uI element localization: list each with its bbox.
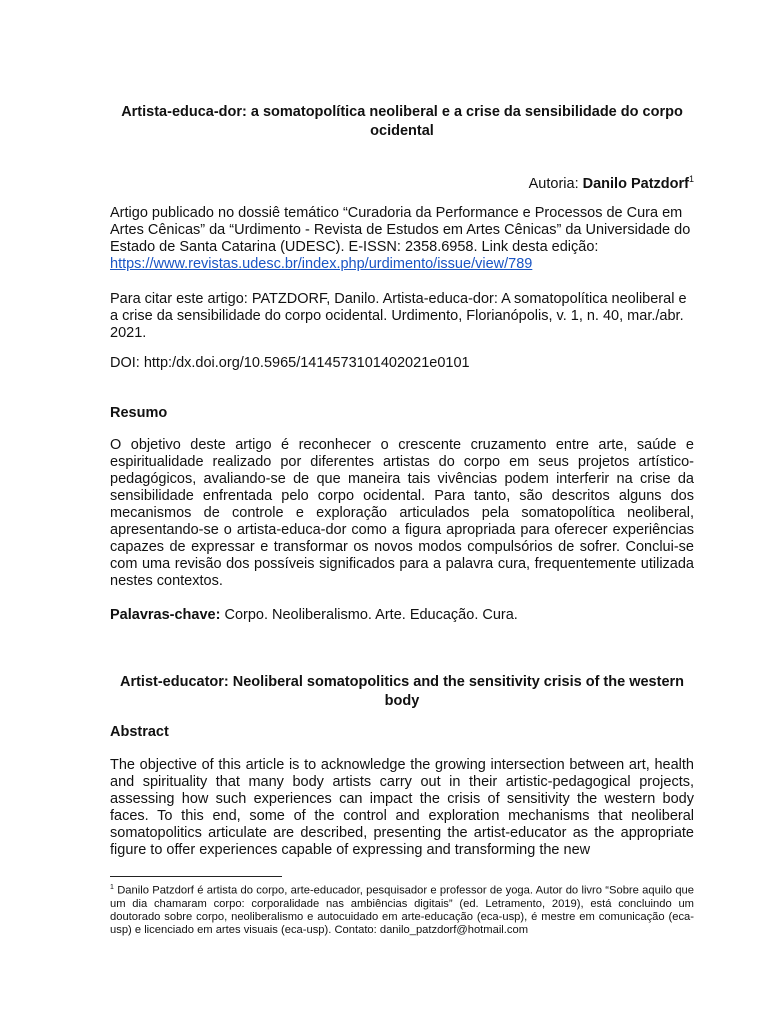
- article-title: Artista-educa-dor: a somatopolítica neoliberal e a crise da sensibilidade do corpo ocidental: [121, 104, 683, 139]
- author-label: Autoria:: [528, 175, 583, 192]
- doi: DOI: http:/dx.doi.org/10.5965/1414573101402021e0101: [110, 355, 470, 371]
- keywords-text: Corpo. Neoliberalismo. Arte. Educação. Cura.: [220, 607, 518, 623]
- author-name: Danilo Patzdorf: [582, 175, 689, 192]
- english-title: Artist-educator: Neoliberal somatopolitics and the sensitivity crisis of the western body: [119, 674, 685, 709]
- abstract-heading: Abstract: [110, 724, 169, 740]
- abstract-body: The objective of this article is to acknowledge the growing intersection between art, health and spirituality that many body artists carry out in their artistic-pedagogical projects, assessing how such experiences can impact the crisis of sensitivity the western body faces. To this end, some of the control and exploration mechanisms that neoliberal somatopolitics articulate are described, presenting the artist-educator as the appropriate figure to offer experiences capable of expressing and transforming the new: [110, 757, 694, 858]
- footnote: [110, 881, 694, 938]
- keywords-label: Palavras-chave:: [110, 607, 221, 623]
- footnote-divider: [110, 876, 282, 877]
- resumo-heading: Resumo: [110, 405, 168, 421]
- edition-link[interactable]: https://www.revistas.udesc.br/index.php/urdimento/issue/view/789: [110, 256, 533, 272]
- keywords: [110, 607, 694, 624]
- citation: Para citar este artigo: PATZDORF, Danilo. Artista-educa-dor: A somatopolítica neoliberal e a crise da sensibilidade do corpo ocidental. Urdimento, Florianópolis, v. 1, n. 40, mar./abr. 2021.: [110, 291, 687, 341]
- author-footnote-marker[interactable]: 1: [688, 174, 694, 184]
- publication-text: Artigo publicado no dossiê temático “Curadoria da Performance e Processos de Cura em Artes Cênicas” da “Urdimento - Revista de Estudos em Artes Cênicas” da Universidade do Estado de Santa Catarina (UDESC). E-ISSN: 2358.6958. Link desta edição:: [110, 205, 691, 255]
- publication-info: [110, 205, 694, 273]
- author-line: [110, 170, 694, 194]
- resumo-body: O objetivo deste artigo é reconhecer o crescente cruzamento entre arte, saúde e espiritualidade realizado por diferentes artistas do corpo em seus projetos artístico-pedagógicos, avaliando-se de que maneira tais vivências podem interferir na crise da sensibilidade enfrentada pelo corpo ocidental. Para tanto, são descritos alguns dos mecanismos de controle e exploração articulados pela somatopolítica neoliberal, apresentando-se o artista-educa-dor como a figura apropriada para oferecer experiências capazes de expressar e transformar os novos modos compulsórios de sofrer. Conclui-se com uma revisão dos possíveis significados para a palavra cura, frequentemente utilizada nestes contextos.: [110, 437, 694, 589]
- footnote-text: Danilo Patzdorf é artista do corpo, arte-educador, pesquisador e professor de yoga. Autor do livro “Sobre aquilo que um dia chamaram corpo: corporalidade nas ambiências digitais” (ed. Letramento, 2019), está concluindo um doutorado sobre corpo, neoliberalismo e autocuidado em arte-educação (eca-usp), é mestre em comunicação (eca-usp) e licenciado em artes visuais (eca-usp). Contato: danilo_patzdorf@hotmail.com: [110, 884, 694, 937]
- footnote-marker: 1: [110, 884, 114, 891]
